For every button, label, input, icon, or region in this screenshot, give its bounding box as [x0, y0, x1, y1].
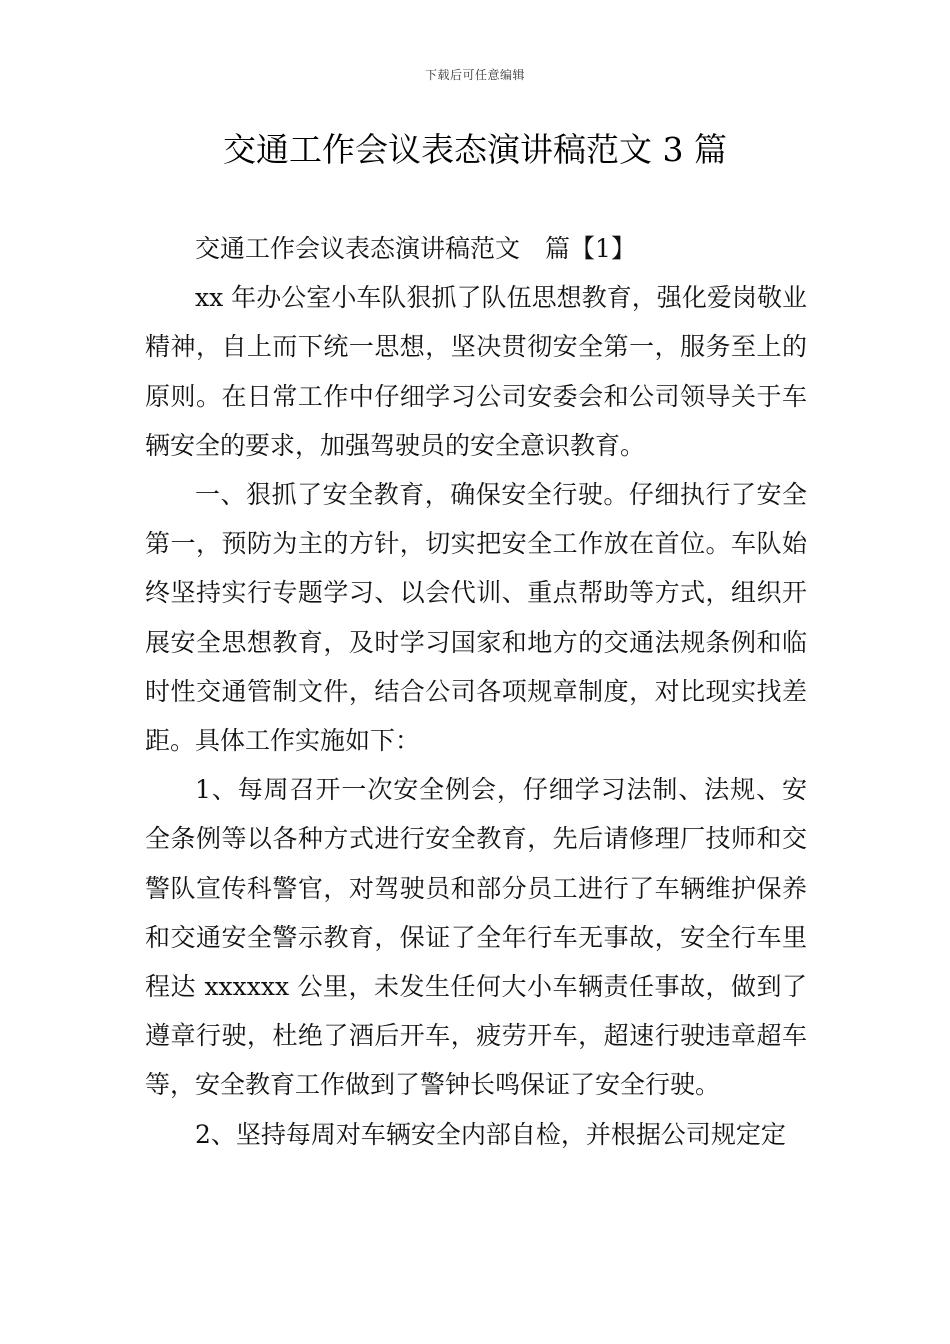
- paragraph-intro: xx 年办公室小车队狠抓了队伍思想教育，强化爱岗敬业精神，自上而下统一思想，坚决贯彻安全第一，服务至上的原则。在日常工作中仔细学习公司安委会和公司领导关于车辆安全的要求，加强驾驶员的安全意识教育。: [145, 283, 807, 460]
- paragraph-safety-education: 一、狠抓了安全教育，确保安全行驶。仔细执行了安全第一，预防为主的方针，切实把安全工作放在首位。车队始终坚持实行专题学习、以会代训、重点帮助等方式，组织开展安全思想教育，及时学习国家和地方的交通法规条例和临时性交通管制文件，结合公司各项规章制度，对比现实找差距。具体工作实施如下：: [145, 480, 807, 756]
- header-note: 下载后可任意编辑: [424, 68, 525, 82]
- paragraph-item-2: 2、坚持每周对车辆安全内部自检，并根据公司规定定: [195, 1119, 786, 1149]
- section-heading: 交通工作会议表态演讲稿范文 篇【1】: [195, 234, 636, 263]
- document-body: [145, 224, 807, 1159]
- document-title: 交通工作会议表态演讲稿范文 3 篇: [223, 130, 727, 169]
- paragraph-item-1: 1、每周召开一次安全例会，仔细学习法制、法规、安全条例等以各种方式进行安全教育，先后请修理厂技师和交警队宣传科警官，对驾驶员和部分员工进行了车辆维护保养和交通安全警示教育，保证了全年行车无事故，安全行车里程达 xxxxxx 公里，未发生任何大小车辆责任事故，做到了遵章行驶，杜绝了酒后开车，疲劳开车，超速行驶违章超车等，安全教育工作做到了警钟长鸣保证了安全行驶。: [145, 775, 807, 1100]
